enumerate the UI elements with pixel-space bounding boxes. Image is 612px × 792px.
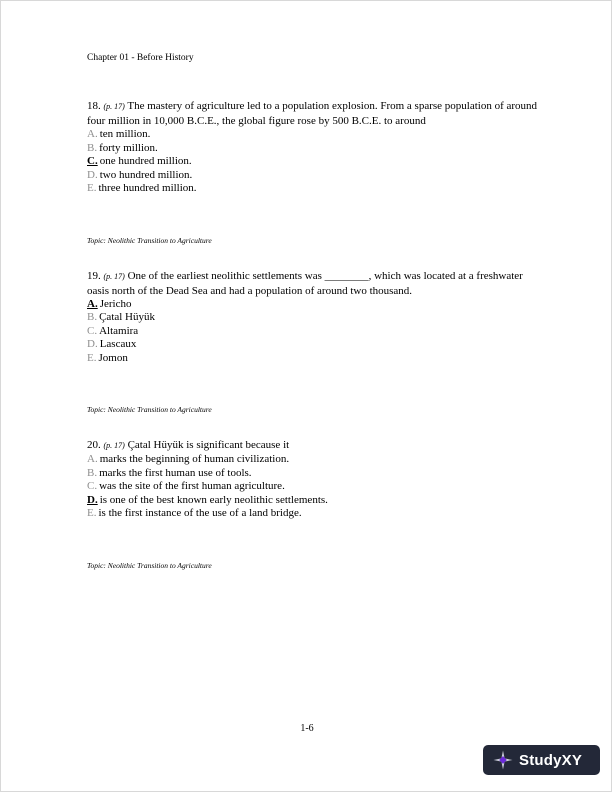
chapter-header: Chapter 01 - Before History [87,53,194,63]
topic-label: Topic: Neolithic Transition to Agriculture [87,560,212,570]
question-number: 20. [87,439,101,451]
question-number: 18. [87,100,101,112]
question-stem [87,269,543,298]
option-text: ten million. [99,128,151,140]
answer-option [87,128,543,142]
option-text: marks the beginning of human civilization. [99,453,290,465]
option-text: Lascaux [99,338,137,350]
page-reference: (p. 17) [103,441,125,450]
answer-option-correct [87,155,543,169]
answer-option [87,169,543,183]
question-text: One of the earliest neolithic settlements was ________, which was located at a freshwater oasis north of the Dead Sea and had a population of around two thousand. [87,269,523,297]
option-letter: C. [87,480,98,492]
option-letter: D. [87,168,98,181]
option-text: marks the first human use of tools. [99,466,252,479]
question-text: The mastery of agriculture led to a population explosion. From a sparse population of around four million in 10,000 B.C.E., the global figure rose by 500 B.C.E. to around [87,100,538,127]
option-letter: A. [87,453,98,465]
option-letter: A. [87,128,98,140]
option-letter: E. [87,182,97,194]
topic-label: Topic: Neolithic Transition to Agriculture [87,235,212,245]
option-letter: B. [87,141,98,154]
option-text: Çatal Hüyük [99,311,156,323]
answer-option [87,311,543,325]
option-text: was the site of the first human agriculture. [99,480,285,492]
question-stem [87,99,543,128]
option-letter: B. [87,466,98,479]
brand-name: StudyXY [519,751,583,769]
option-letter: D. [87,338,98,350]
question-stem [87,438,543,453]
answer-option-correct [87,298,543,312]
option-text: one hundred million. [99,155,192,167]
answer-option [87,338,543,352]
studyxy-logo [483,745,600,775]
option-text: is the first instance of the use of a land bridge. [98,507,302,519]
compass-star-icon [493,750,513,770]
option-text: Jericho [99,297,132,310]
question-text: Çatal Hüyük is significant because it [127,439,290,451]
option-letter: C. [87,155,98,167]
page-reference: (p. 17) [103,102,125,111]
answer-option [87,325,543,339]
option-text: Altamira [99,324,139,337]
answer-option [87,352,543,366]
page-number: 1-6 [300,723,314,734]
question-18 [87,99,543,245]
option-text: two hundred million. [99,168,193,181]
option-letter: A. [87,297,98,310]
page-reference: (p. 17) [103,271,125,281]
answer-option [87,467,543,481]
question-19 [87,269,543,415]
option-text: Jomon [98,351,128,364]
option-text: three hundred million. [98,182,197,194]
option-letter: E. [87,507,97,519]
option-letter: B. [87,311,98,323]
page-content [87,53,543,570]
option-letter: E. [87,351,97,364]
question-number: 19. [87,269,101,282]
answer-option-correct [87,494,543,508]
option-letter: C. [87,324,98,337]
answer-option [87,142,543,156]
option-text: is one of the best known early neolithic settlements. [99,493,328,506]
topic-label: Topic: Neolithic Transition to Agriculture [87,405,212,414]
answer-option [87,480,543,494]
question-20 [87,438,543,570]
answer-option [87,182,543,196]
answer-option [87,507,543,521]
option-letter: D. [87,493,98,506]
answer-option [87,453,543,467]
option-text: forty million. [99,141,158,154]
